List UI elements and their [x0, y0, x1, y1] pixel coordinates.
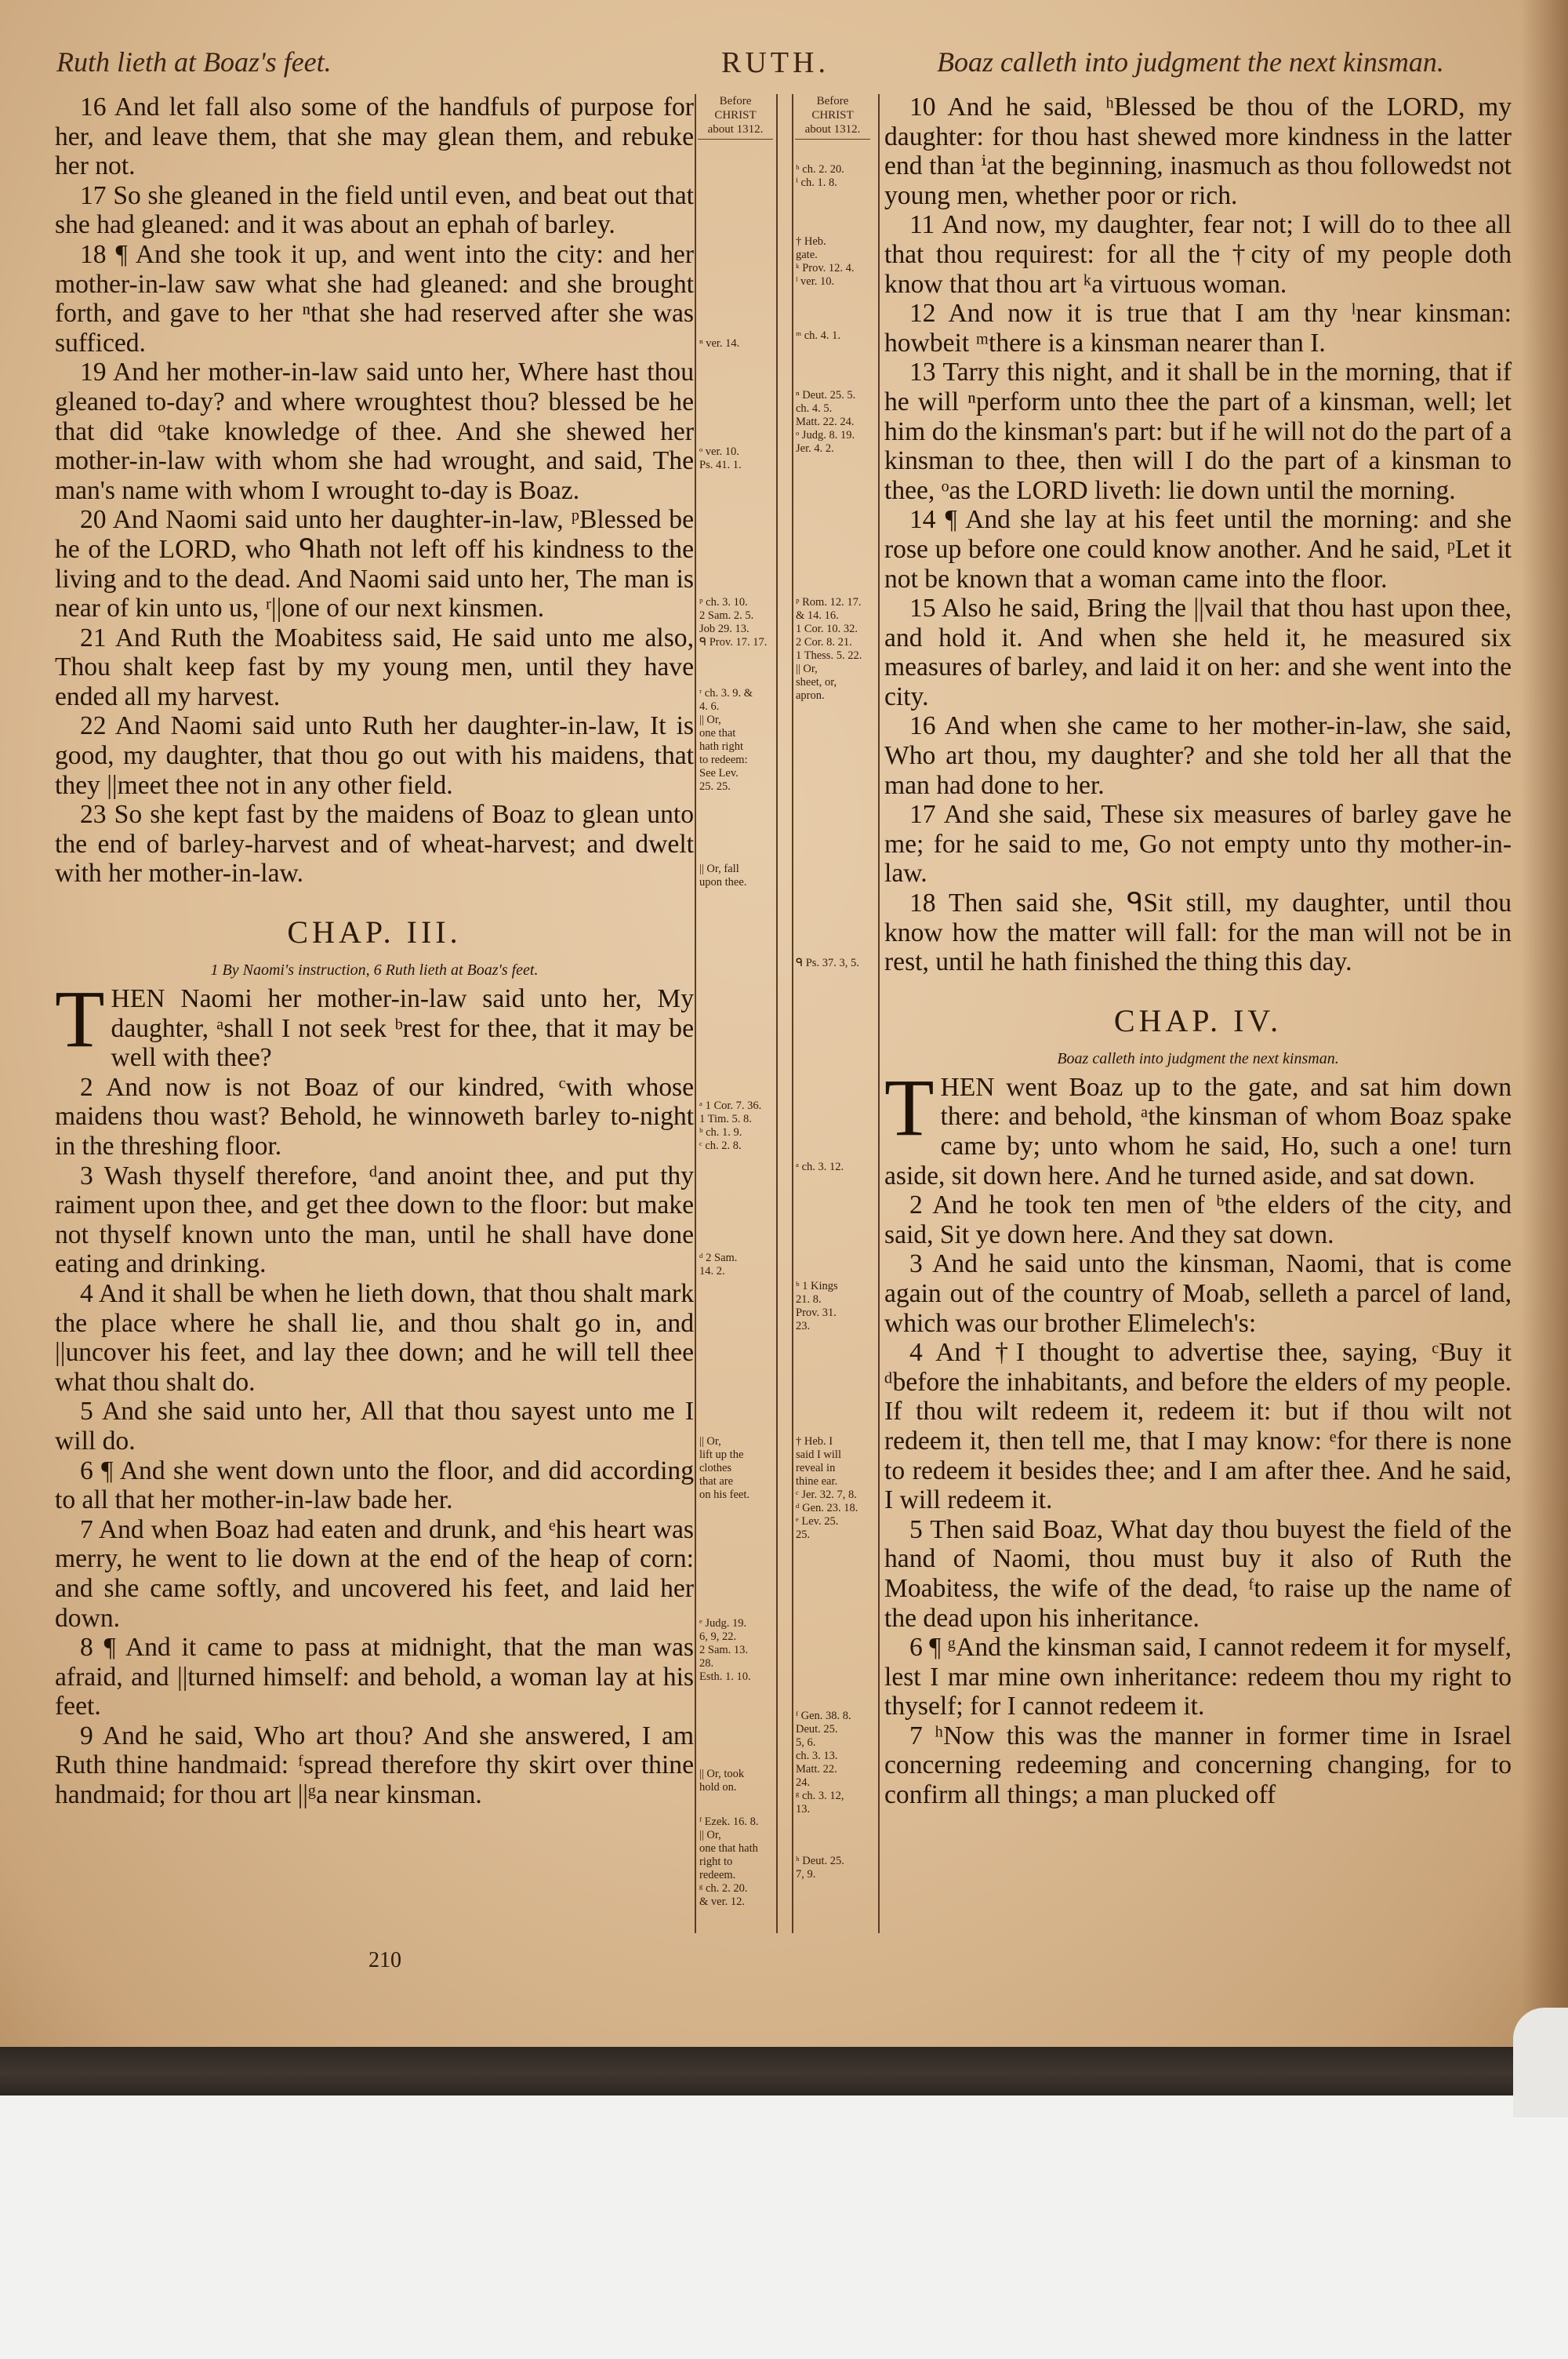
right-verses: [884, 93, 1512, 977]
margin-note-line: ᵇ ch. 1. 9.: [699, 1126, 742, 1139]
verse: 22 And Naomi said unto Ruth her daughter-in-law, It is good, my daughter, that thou go out with his maidens, that they ||meet thee not in any other field.: [55, 711, 694, 800]
margin-note: [796, 1855, 871, 1881]
margin-note: [699, 1435, 775, 1502]
margin-note-line: ᶜ ch. 2. 8.: [699, 1140, 742, 1152]
margin-note-line: 1 Cor. 10. 32.: [796, 623, 858, 635]
margin-note-line: Matt. 22.: [796, 1763, 837, 1776]
chapter-first-verse: HEN went Boaz up to the gate, and sat him down there: and behold, ᵃthe kinsman of whom Boaz spake came by; unto whom he said, Ho, such a one! turn aside, sit down here. And he turned aside, and sat down.: [884, 1072, 1512, 1190]
column-rule: [776, 94, 778, 1933]
margin-note-line: ᶠ Gen. 38. 8.: [796, 1710, 851, 1722]
margin-note-line: 2 Sam. 2. 5.: [699, 609, 754, 622]
margin-note-line: ᑫ Ps. 37. 3, 5.: [796, 957, 859, 969]
margin-note: [699, 1100, 775, 1153]
verse: 4 And it shall be when he lieth down, that thou shalt mark the place where he shall lie, and thou shalt go in, and ||uncover his feet, and lay thee down; and he will tell thee what thou shalt do.: [55, 1278, 694, 1397]
verse: 3 And he said unto the kinsman, Naomi, that is come again out of the country of Moab, selleth a parcel of land, which was our brother Elimelech's:: [884, 1249, 1512, 1338]
margin-note-line: 6, 9, 22.: [699, 1630, 737, 1643]
margin-note-line: sheet, or,: [796, 676, 837, 689]
margin-note: [699, 445, 775, 472]
margin-note-line: 2 Sam. 13.: [699, 1644, 749, 1656]
chapter-heading: CHAP. IV.: [1113, 1002, 1283, 1038]
verse: 18 Then said she, ᑫSit still, my daughter, until thou know how the matter will fall: for the man will not be in rest, until he hath finished the thing this day.: [884, 889, 1512, 977]
margin-note-line: Job 29. 13.: [699, 623, 750, 635]
verse: 7 ʰNow this was the manner in former time in Israel concerning redeeming and concerning changing, for to confirm all things; a man plucked off: [884, 1721, 1512, 1810]
margin-note: [699, 1768, 775, 1794]
verse: 11 And now, my daughter, fear not; I will do to thee all that thou requirest: for all the †city of my people doth know that thou art ᵏa virtuous woman.: [884, 210, 1512, 299]
margin-note-line: ᶠ Ezek. 16. 8.: [699, 1816, 759, 1828]
margin-note-line: † Heb.: [796, 235, 826, 248]
column-rule: [792, 94, 793, 1933]
margin-note-line: Esth. 1. 10.: [699, 1670, 751, 1683]
verse: 12 And now it is true that I am thy ˡnear kinsman: howbeit ᵐthere is a kinsman nearer than I.: [884, 299, 1512, 358]
chapter-verses: [55, 1073, 694, 1810]
chapter-first-verse: HEN Naomi her mother-in-law said unto her, My daughter, ᵃshall I not seek ᵇrest for thee, that it may be well with thee?: [111, 984, 694, 1073]
margin-note: [796, 1280, 871, 1333]
margin-note-line: ᵍ ch. 2. 20.: [699, 1882, 748, 1895]
margin-note-line: clothes: [699, 1462, 732, 1474]
margin-note-line: apron.: [796, 689, 825, 702]
running-head-book: RUTH.: [721, 46, 829, 79]
margin-note-line: ⁿ Deut. 25. 5.: [796, 389, 856, 402]
verse: 16 And let fall also some of the handfuls of purpose for her, and leave them, that she may glean them, and rebuke her not.: [55, 93, 694, 181]
drop-cap: T: [55, 974, 105, 1065]
margin-note-line: 28.: [699, 1657, 714, 1670]
margin-note-line: 7, 9.: [796, 1868, 816, 1881]
margin-note: [796, 163, 871, 190]
margin-note-line: 23.: [796, 1320, 811, 1332]
margin-note-line: ᵃ ch. 3. 12.: [796, 1161, 844, 1173]
margin-heading-year: about 1312.: [804, 123, 861, 136]
margin-note-line: ᵈ Gen. 23. 18.: [796, 1502, 858, 1514]
margin-heading-christ: CHRIST: [811, 109, 854, 122]
drop-cap: T: [884, 1062, 935, 1153]
chapter-summary: 1 By Naomi's instruction, 6 Ruth lieth at Boaz's feet.: [210, 961, 539, 980]
margin-note-line: || Or,: [796, 663, 818, 675]
verse: 20 And Naomi said unto her daughter-in-law, ᵖBlessed be he of the LORD, who ᑫhath not left off his kindness to the living and to the dead. And Naomi said unto her, The man is near of kin unto us, ʳ||one of our next kinsmen.: [55, 505, 694, 623]
margin-note-line: || Or, took: [699, 1768, 745, 1780]
chapter-verses: [884, 1190, 1512, 1809]
margin-note-line: || Or, fall: [699, 863, 739, 875]
verse: 19 And her mother-in-law said unto her, Where hast thou gleaned to-day? and where wroughtest thou? blessed be he that did ᵒtake knowledge of thee. And she shewed her mother-in-law with whom she had wrought, and said, The man's name with whom I wrought to-day is Boaz.: [55, 358, 694, 505]
margin-note: [796, 596, 871, 703]
margin-date-heading: [698, 94, 773, 140]
margin-note-line: Deut. 25.: [796, 1723, 838, 1736]
margin-note-line: ch. 3. 13.: [796, 1750, 838, 1762]
margin-note: [699, 1617, 775, 1684]
margin-note-line: right to: [699, 1856, 733, 1868]
margin-note-line: hold on.: [699, 1781, 737, 1794]
margin-note: [796, 957, 871, 970]
margin-note-line: Matt. 22. 24.: [796, 416, 855, 428]
margin-note-line: ᵉ Judg. 19.: [699, 1617, 747, 1630]
verse: 8 ¶ And it came to pass at midnight, that the man was afraid, and ||turned himself: and behold, a woman lay at his feet.: [55, 1633, 694, 1721]
margin-note-line: 24.: [796, 1776, 811, 1789]
margin-note-line: ᵖ Rom. 12. 17. & 14. 16.: [796, 596, 862, 622]
margin-note-line: to redeem:: [699, 754, 748, 766]
margin-note-line: ᵒ Judg. 8. 19.: [796, 429, 855, 442]
margin-note-line: 1 Tim. 5. 8.: [699, 1113, 752, 1125]
verse: 2 And he took ten men of ᵇthe elders of the city, and said, Sit ye down here. And they sat down.: [884, 1190, 1512, 1249]
margin-note: [699, 1816, 775, 1909]
verse: 18 ¶ And she took it up, and went into the city: and her mother-in-law saw what she had gleaned: and she brought forth, and gave to her ⁿthat she had reserved after she was sufficed.: [55, 239, 694, 358]
margin-note-line: ch. 4. 5.: [796, 402, 833, 415]
margin-heading-before: Before: [719, 95, 752, 107]
margin-note: [699, 863, 775, 889]
margin-note-line: † Heb. I: [796, 1435, 833, 1448]
margin-note: [699, 337, 775, 351]
margin-note-line: ⁱ ch. 1. 8.: [796, 176, 837, 189]
margin-note: [796, 329, 871, 343]
margin-note-line: 4. 6.: [699, 700, 720, 713]
margin-note-line: one that: [699, 727, 736, 740]
page-edge-shadow: [1521, 0, 1568, 2047]
margin-note: [796, 1161, 871, 1174]
margin-note-line: on his feet.: [699, 1488, 750, 1501]
margin-note-line: Jer. 4. 2.: [796, 442, 834, 455]
margin-note-line: redeem.: [699, 1869, 736, 1881]
margin-note-line: 14. 2.: [699, 1265, 725, 1278]
verse: 5 Then said Boaz, What day thou buyest the field of the hand of Naomi, thou must buy it also of Ruth the Moabitess, the wife of the dead, ᶠto raise up the name of the dead upon his inheritance.: [884, 1514, 1512, 1633]
margin-note-line: ᶜ Jer. 32. 7, 8.: [796, 1488, 857, 1501]
margin-heading-christ: CHRIST: [714, 109, 757, 122]
margin-note-line: thine ear.: [796, 1475, 838, 1488]
margin-note-line: || Or,: [699, 1829, 721, 1841]
chapter-summary: Boaz calleth into judgment the next kinsman.: [1057, 1049, 1339, 1067]
verse: 13 Tarry this night, and it shall be in the morning, that if he will ⁿperform unto thee the part of a kinsman, well; let him do the kinsman's part: but if he will not do the part of a kinsman to thee, then will I do the part of a kinsman to thee, ᵒas the LORD liveth: lie down until the morning.: [884, 358, 1512, 505]
margin-note: [699, 687, 775, 714]
margin-note-line: ᵇ 1 Kings: [796, 1280, 838, 1292]
margin-note: [796, 235, 871, 289]
margin-note-line: 5, 6.: [796, 1736, 816, 1749]
margin-note-line: ᵐ ch. 4. 1.: [796, 329, 841, 342]
margin-note: [699, 596, 775, 649]
verse: 5 And she said unto her, All that thou sayest unto me I will do.: [55, 1397, 694, 1456]
margin-note-line: See Lev.: [699, 767, 739, 780]
page-number: 210: [368, 1948, 401, 1972]
margin-note-line: ʰ Deut. 25.: [796, 1855, 844, 1867]
running-head-left: Ruth lieth at Boaz's feet.: [56, 46, 332, 78]
margin-note-line: ᵏ Prov. 12. 4.: [796, 262, 855, 274]
left-text-column: [55, 93, 694, 1810]
verse: 23 So she kept fast by the maidens of Boaz to glean unto the end of barley-harvest and of wheat-harvest; and dwelt with her mother-in-law.: [55, 800, 694, 889]
margin-note-line: 21. 8.: [796, 1293, 822, 1306]
margin-note-line: 25. 25.: [699, 780, 731, 793]
right-text-column: [884, 93, 1512, 1810]
margin-note: [796, 1435, 871, 1542]
verse: 4 And †I thought to advertise thee, saying, ᶜBuy it ᵈbefore the inhabitants, and before the elders of my people. If thou wilt redeem it, redeem it: but if thou wilt not redeem it, then tell me, that I may know: ᵉfor there is none to redeem it besides thee; and I am after thee. And he said, I will redeem it.: [884, 1338, 1512, 1515]
margin-note-line: & ver. 12.: [699, 1896, 745, 1908]
verse: 17 And she said, These six measures of barley gave he me; for he said to me, Go not empty unto thy mother-in-law.: [884, 800, 1512, 889]
running-head-right: Boaz calleth into judgment the next kinsman.: [937, 46, 1444, 78]
margin-note-line: ᑫ Prov. 17. 17.: [699, 636, 768, 649]
margin-note-line: said I will: [796, 1448, 841, 1461]
verse: 6 ¶ ᵍAnd the kinsman said, I cannot redeem it for myself, lest I mar mine own inheritance: redeem thou my right to thyself; for I cannot redeem it.: [884, 1633, 1512, 1721]
margin-note-line: ᵖ ch. 3. 10.: [699, 596, 748, 609]
margin-date-heading: [795, 94, 870, 140]
margin-note-line: gate.: [796, 249, 818, 261]
margin-note-line: reveal in: [796, 1462, 836, 1474]
margin-heading-before: Before: [816, 95, 849, 107]
margin-note-line: ⁿ ver. 14.: [699, 337, 740, 350]
verse: 3 Wash thyself therefore, ᵈand anoint thee, and put thy raiment upon thee, and get thee down to the floor: but make not thyself known unto the man, until he shall have done eating and drinking.: [55, 1161, 694, 1279]
worn-binding-corner: [1513, 2008, 1568, 2117]
margin-note-line: one that hath: [699, 1842, 758, 1855]
verse: 9 And he said, Who art thou? And she answered, I am Ruth thine handmaid: ᶠspread therefore thy skirt over thine handmaid; for thou art ||ᵍa near kinsman.: [55, 1721, 694, 1810]
margin-note-line: ʰ ch. 2. 20.: [796, 163, 844, 176]
margin-note-line: 1 Thess. 5. 22.: [796, 649, 862, 662]
margin-note-line: 25.: [796, 1528, 811, 1541]
margin-note-line: 13.: [796, 1803, 811, 1816]
margin-note-line: Prov. 31.: [796, 1307, 837, 1319]
column-rule: [695, 94, 696, 1933]
book-binding: [0, 2047, 1568, 2095]
margin-note-line: ᵈ 2 Sam.: [699, 1252, 738, 1264]
verse: 14 ¶ And she lay at his feet until the morning: and she rose up before one could know another. And he said, ᵖLet it not be known that a woman came into the floor.: [884, 505, 1512, 594]
margin-note-line: hath right: [699, 740, 743, 753]
margin-heading-year: about 1312.: [707, 123, 764, 136]
verse: 16 And when she came to her mother-in-law, she said, Who art thou, my daughter? and she told her all that the man had done to her.: [884, 711, 1512, 800]
margin-note: [699, 714, 775, 794]
margin-note-line: || Or,: [699, 1435, 721, 1448]
verse: 2 And now is not Boaz of our kindred, ᶜwith whose maidens thou wast? Behold, he winnoweth barley to-night in the threshing floor.: [55, 1072, 694, 1161]
verse: 17 So she gleaned in the field until even, and beat out that she had gleaned: and it was about an ephah of barley.: [55, 180, 694, 240]
margin-note-line: upon thee.: [699, 876, 747, 889]
left-verses: [55, 93, 694, 889]
verse: 6 ¶ And she went down unto the floor, and did according to all that her mother-in-law bade her.: [55, 1456, 694, 1515]
margin-note-line: ᵃ 1 Cor. 7. 36.: [699, 1100, 762, 1112]
column-rule: [878, 94, 880, 1933]
verse: 15 Also he said, Bring the ||vail that thou hast upon thee, and hold it. And when she held it, he measured six measures of barley, and laid it on her: and she went into the city.: [884, 594, 1512, 711]
margin-note-line: ʳ ch. 3. 9. &: [699, 687, 753, 700]
margin-note-line: Ps. 41. 1.: [699, 459, 742, 471]
margin-note-line: ᵒ ver. 10.: [699, 445, 739, 458]
margin-note-line: ˡ ver. 10.: [796, 275, 835, 288]
chapter-heading: CHAP. III.: [287, 914, 462, 951]
margin-note-line: || Or,: [699, 714, 721, 726]
margin-note: [699, 1252, 775, 1278]
verse: 7 And when Boaz had eaten and drunk, and ᵉhis heart was merry, he went to lie down at the end of the heap of corn: and she came softly, and uncovered his feet, and laid her down.: [55, 1514, 694, 1633]
margin-note: [796, 1710, 871, 1816]
margin-note-line: that are: [699, 1475, 734, 1488]
margin-note: [796, 389, 871, 456]
margin-note-line: 2 Cor. 8. 21.: [796, 636, 852, 649]
verse: 10 And he said, ʰBlessed be thou of the LORD, my daughter: for thou hast shewed more kindness in the latter end than ⁱat the beginning, inasmuch as thou followedst not young men, whether poor or rich.: [884, 93, 1512, 210]
margin-note-line: ᵍ ch. 3. 12,: [796, 1790, 844, 1802]
margin-note-line: lift up the: [699, 1448, 744, 1461]
verse: 21 And Ruth the Moabitess said, He said unto me also, Thou shalt keep fast by my young men, until they have ended all my harvest.: [55, 623, 694, 711]
margin-note-line: ᵉ Lev. 25.: [796, 1515, 839, 1528]
